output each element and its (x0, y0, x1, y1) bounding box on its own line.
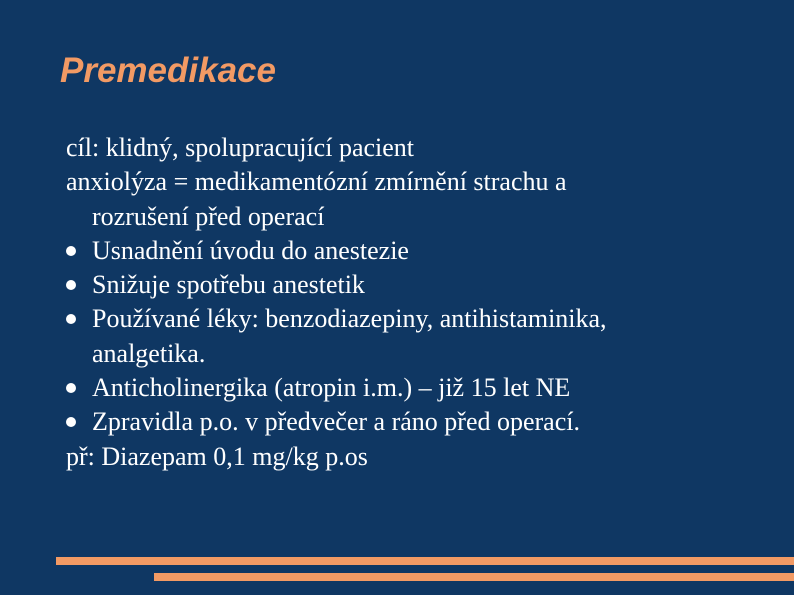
content-line-text: anxiolýza = medikamentózní zmírnění strachu a (66, 167, 567, 197)
bullet-item-timing (66, 405, 766, 439)
bullet-item-drugs (66, 302, 766, 336)
content-line-example (66, 440, 766, 474)
bullet-icon (66, 314, 76, 324)
accent-line-bottom (154, 573, 794, 581)
bullet-icon (66, 246, 76, 256)
bullet-icon (66, 383, 76, 393)
bullet-item-drugs-continuation (66, 337, 766, 371)
bullet-icon (66, 417, 76, 427)
bullet-item-text: analgetika. (92, 338, 206, 368)
bullet-item-text: Anticholinergika (atropin i.m.) – již 15 let NE (92, 373, 571, 403)
slide-title: Premedikace (60, 51, 276, 90)
bullet-item-anticholinergics (66, 371, 766, 405)
bullet-item-text: Snižuje spotřebu anestetik (92, 270, 365, 300)
slide-content (66, 131, 766, 474)
accent-line-top (56, 557, 794, 565)
bullet-item-induction (66, 234, 766, 268)
content-line-text: př: Diazepam 0,1 mg/kg p.os (66, 441, 368, 471)
bullet-item-text: Zpravidla p.o. v předvečer a ráno před operací. (92, 407, 580, 437)
content-line-anxiolysis (66, 165, 766, 199)
bullet-item-anesthetics (66, 268, 766, 302)
content-line-text: rozrušení před operací (92, 201, 325, 231)
bullet-icon (66, 280, 76, 290)
content-line-continuation (66, 200, 766, 234)
content-line-text: cíl: klidný, spolupracující pacient (66, 133, 415, 162)
bullet-item-text: Používané léky: benzodiazepiny, antihistaminika, (92, 304, 607, 334)
bullet-item-text: Usnadnění úvodu do anestezie (92, 235, 409, 265)
content-line-goal (66, 131, 766, 165)
